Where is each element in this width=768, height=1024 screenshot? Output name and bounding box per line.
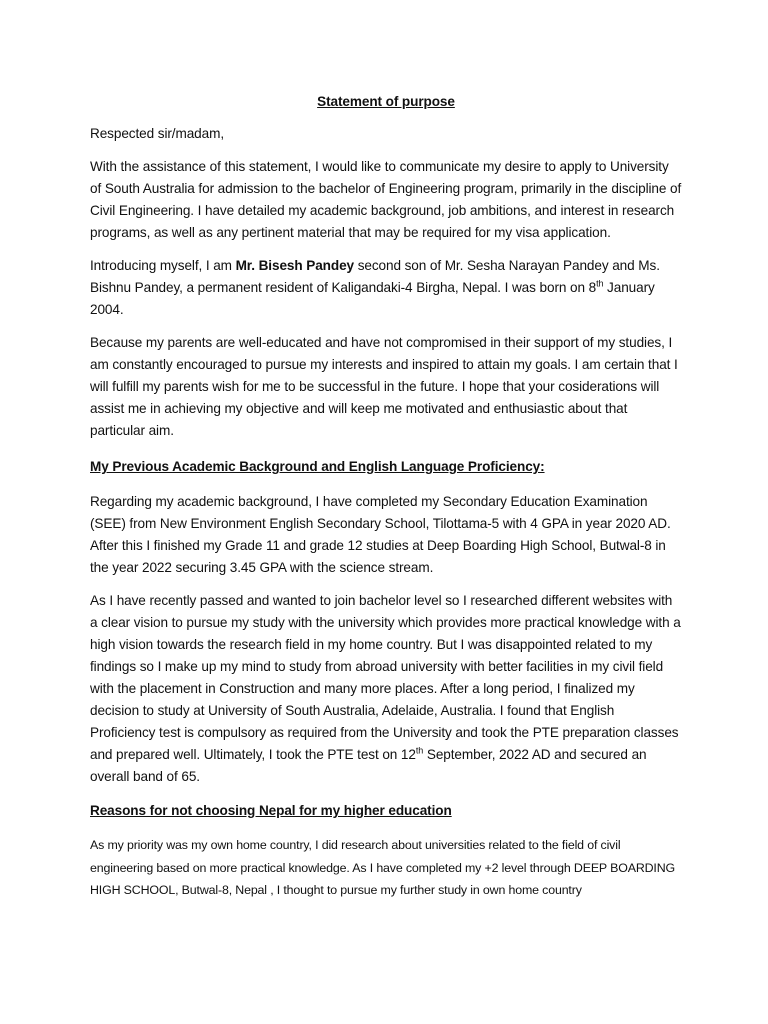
paragraph-intent: With the assistance of this statement, I would like to communicate my desire to apply to University of South Australia for admission to the bachelor of Engineering program, primarily in the discipline of Civil Engineering. I have detailed my academic background, job ambitions, and interest in research programs, as well as any pertinent material that may be required for my visa application. [90,159,682,240]
document-body [90,93,682,913]
section-heading-academic-background: My Previous Academic Background and English Language Proficiency: [90,459,545,474]
university-choice-text: As I have recently passed and wanted to join bachelor level so I researched different websites with a clear vision to pursue my study with the university which provides more practical knowledge with a high vision towards the research field in my home country. But I was disappointed related to my findings so I make up my mind to study from abroad university with better facilities in my civil field with the placement in Construction and many more places. After a long period, I finalized my decision to study at University of South Australia, Adelaide, Australia. I found that English Proficiency test is compulsory as required from the University and took the PTE preparation classes and prepared well. Ultimately, I took the PTE test on 12 [90,593,681,762]
document-title: Statement of purpose [317,94,455,109]
intro-text-birth-year: January 2004. [90,280,655,317]
paragraph-introduction [90,255,682,321]
paragraph-reasons-not-nepal: As my priority was my own home country, I did research about universities related to the field of civil engineering based on more practical knowledge. As I have completed my +2 level through DEEP BOARDING HIGH SCHOOL, Butwal-8, Nepal , I thought to pursue my further study in own home country [90,838,676,898]
pte-result-text: September, 2022 AD and secured an overall band of 65. [90,747,647,784]
paragraph-university-choice [90,590,682,788]
paragraph-academic-background: Regarding my academic background, I have completed my Secondary Education Examination (SEE) from New Environment English Secondary School, Tilottama-5 with 4 GPA in year 2020 AD. After this I finished my Grade 11 and grade 12 studies at Deep Boarding High School, Butwal-8 in the year 2022 securing 3.45 GPA with the science stream. [90,494,671,575]
paragraph-family-support: Because my parents are well-educated and have not compromised in their support of my studies, I am constantly encouraged to pursue my interests and inspired to attain my goals. I am certain that I will fulfill my parents wish for me to be successful in the future. I hope that your cosiderations will assist me in achieving my objective and will keep me motivated and enthusiastic about that particular aim. [90,335,678,438]
pte-date-superscript: th [415,745,424,756]
applicant-name: Mr. Bisesh Pandey [235,258,355,273]
section-heading-reasons-not-nepal: Reasons for not choosing Nepal for my higher education [90,803,452,818]
salutation: Respected sir/madam, [90,126,224,141]
birth-date-superscript: th [596,278,604,289]
intro-text-before-name: Introducing myself, I am [90,258,236,273]
intro-text-after-name: second son of Mr. Sesha Narayan Pandey and Ms. Bishnu Pandey, a permanent resident of Kaligandaki-4 Birgha, Nepal. I was born on 8 [90,258,660,295]
